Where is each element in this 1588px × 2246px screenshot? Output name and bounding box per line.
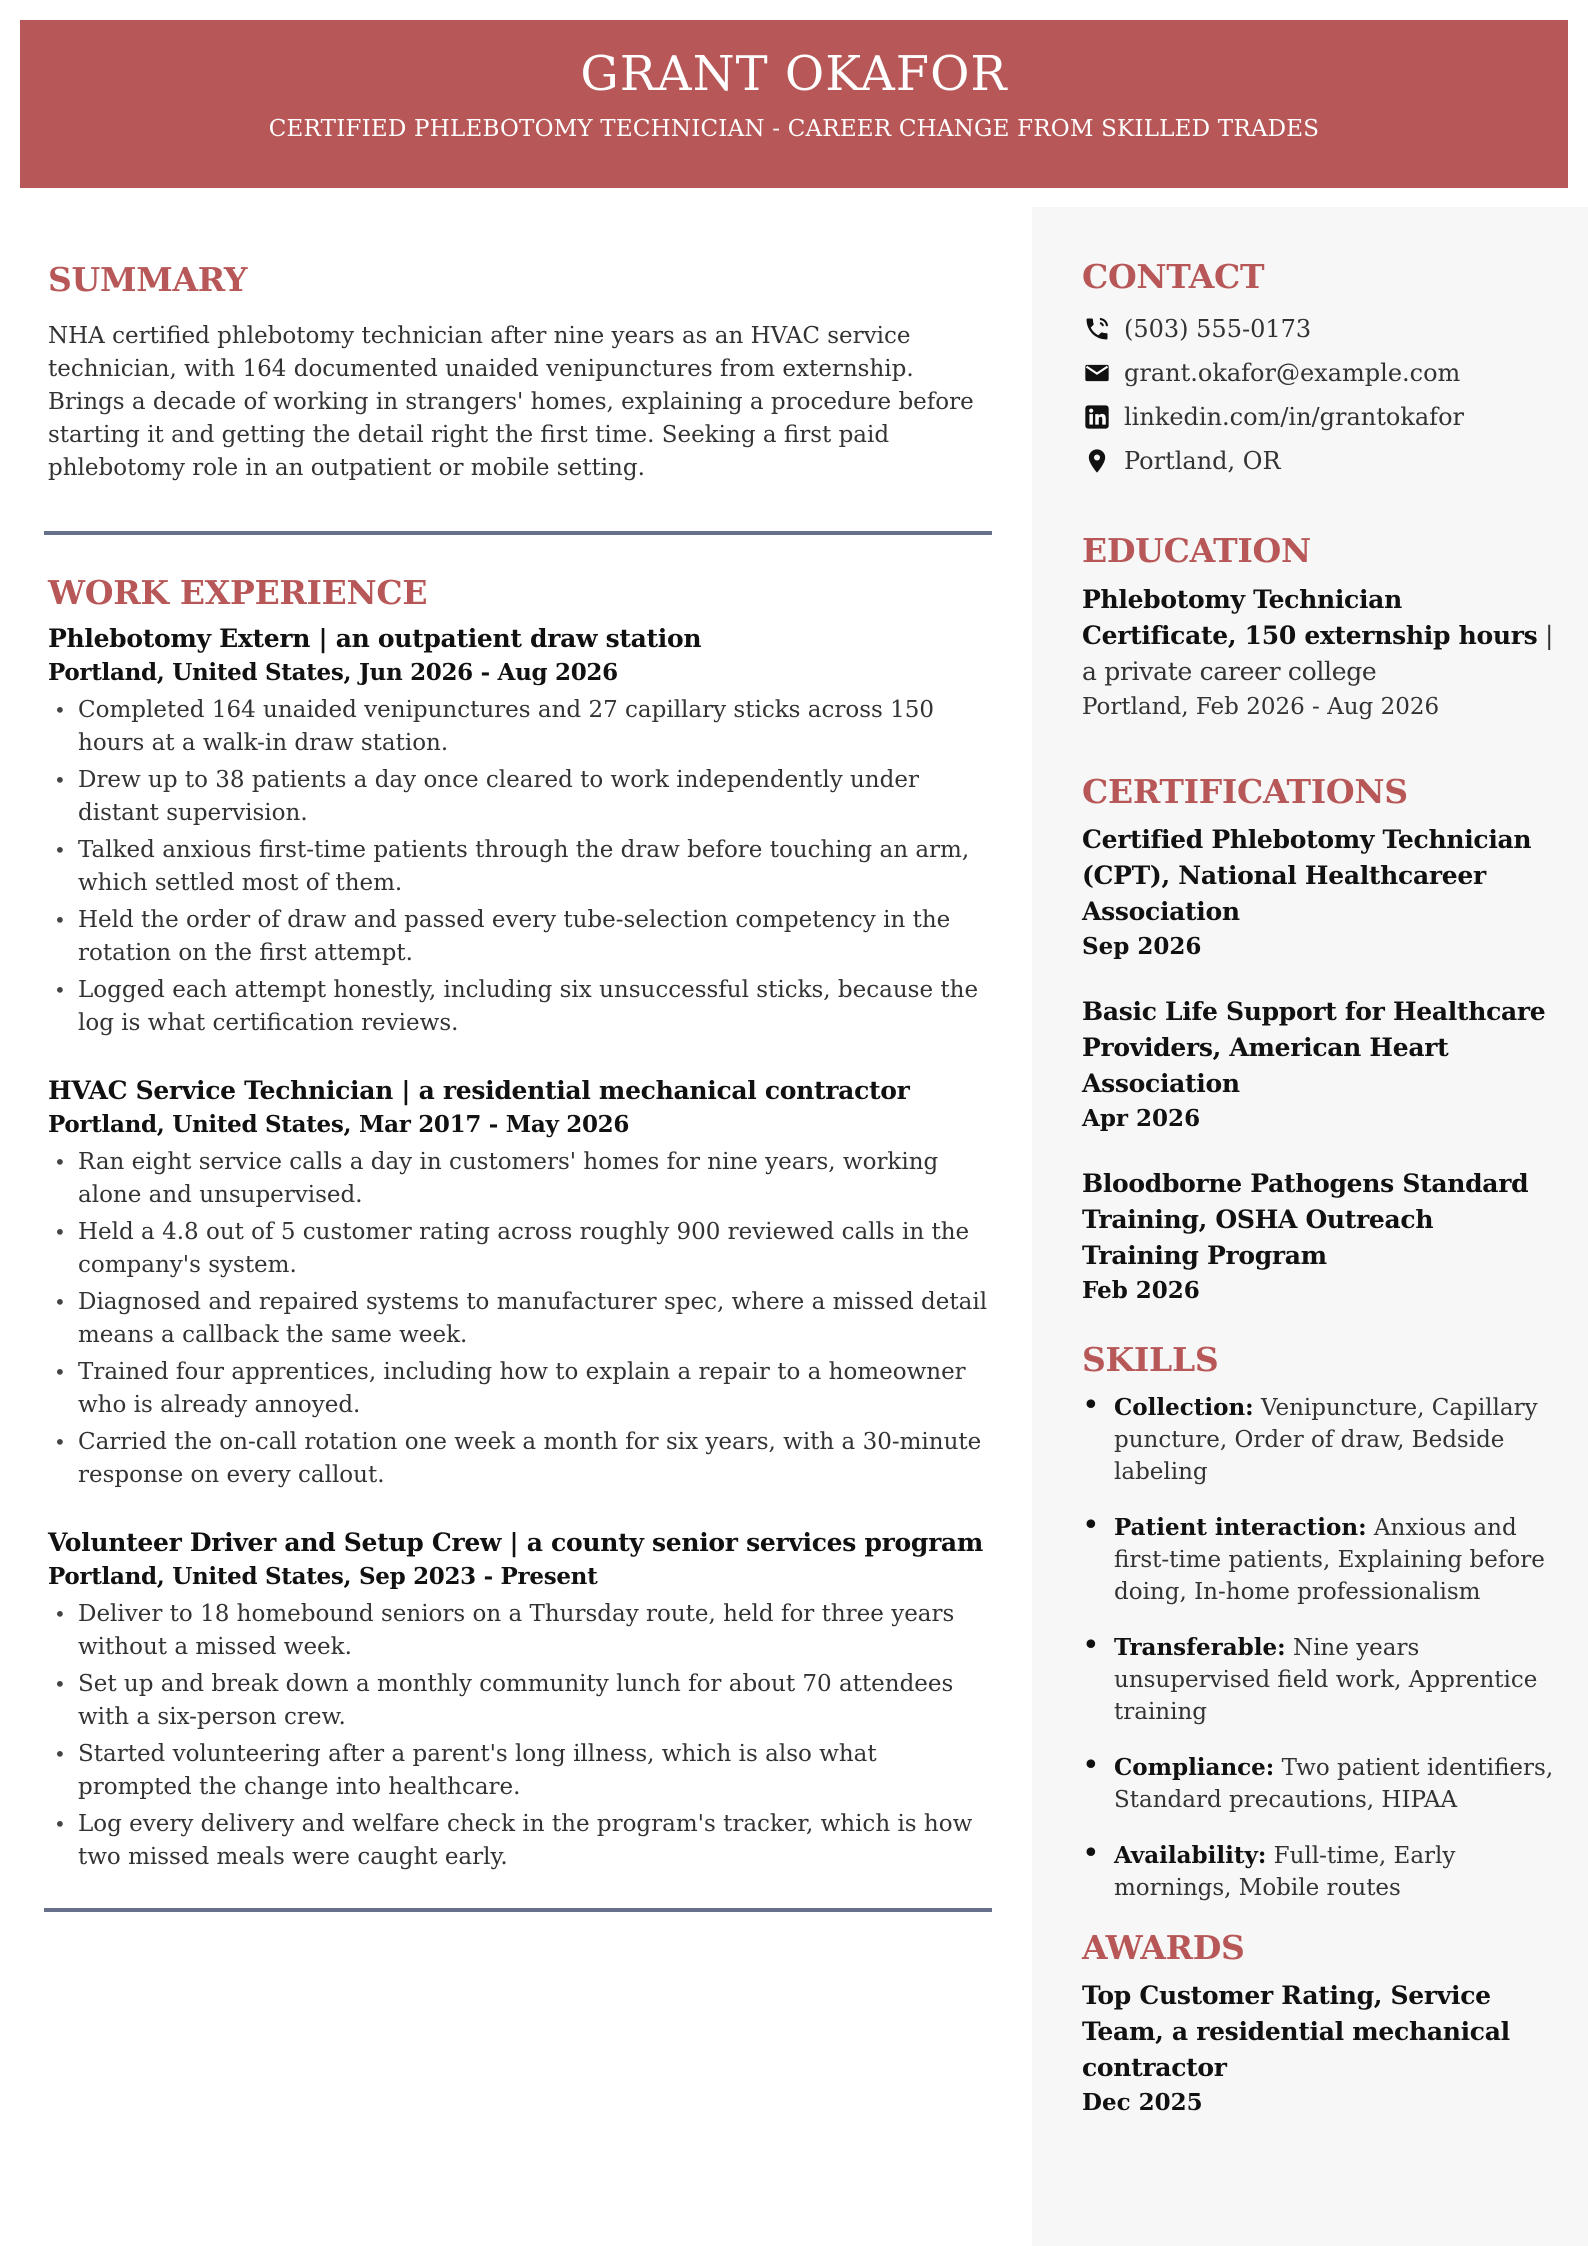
job-bullets <box>48 694 988 1040</box>
job-bullet: • Drew up to 38 patients a day once cleared to work independently under distant supervision. <box>48 764 988 830</box>
certification-name: Certified Phlebotomy Technician (CPT), National Healthcareer Association <box>1082 824 1532 926</box>
education-heading: EDUCATION <box>1082 531 1311 571</box>
skill-item <box>1082 1392 1558 1488</box>
summary-heading: SUMMARY <box>48 260 248 299</box>
job-bullet: • Deliver to 18 homebound seniors on a Thursday route, held for three years without a missed week. <box>48 1598 988 1664</box>
skill-item <box>1082 1512 1558 1608</box>
contact-linkedin <box>1082 395 1558 439</box>
job-bullets <box>48 1146 988 1492</box>
skill-item <box>1082 1752 1558 1816</box>
skills-heading: SKILLS <box>1082 1339 1219 1379</box>
job-entry <box>48 1074 988 1492</box>
job-bullet: • Held a 4.8 out of 5 customer rating across roughly 900 reviewed calls in the company's system. <box>48 1216 988 1282</box>
certification-date: Feb 2026 <box>1082 1276 1200 1304</box>
contact-phone <box>1082 307 1558 351</box>
experience-heading: WORK EXPERIENCE <box>48 573 428 613</box>
skills-list <box>1082 1392 1558 1904</box>
certification-entry <box>1082 1166 1558 1308</box>
education-section <box>1082 533 1558 723</box>
experience-section <box>48 575 988 1873</box>
summary-section <box>48 262 988 485</box>
location-text: Portland, OR <box>1124 447 1281 476</box>
job-bullet: • Logged each attempt honestly, including six unsuccessful sticks, because the log is what certification reviews. <box>48 974 988 1040</box>
skill-value: Venipuncture, Capillary puncture, Order of draw, Bedside labeling <box>1114 1395 1538 1486</box>
job-bullet: • Talked anxious first-time patients through the draw before touching an arm, which settled most of them. <box>48 834 988 900</box>
job-meta: Portland, United States, Sep 2023 - Present <box>48 1562 598 1590</box>
section-divider <box>44 1908 992 1912</box>
contact-section <box>1082 259 1558 483</box>
awards-heading: AWARDS <box>1082 1928 1245 1968</box>
job-bullet: • Trained four apprentices, including how to explain a repair to a homeowner who is already annoyed. <box>48 1356 988 1422</box>
job-title: Phlebotomy Extern | an outpatient draw station <box>48 623 702 653</box>
job-meta: Portland, United States, Jun 2026 - Aug 2026 <box>48 658 618 686</box>
job-bullet: • Log every delivery and welfare check in the program's tracker, which is how two missed meals were caught early. <box>48 1808 988 1874</box>
contact-email <box>1082 351 1558 395</box>
email-text: grant.okafor@example.com <box>1124 359 1461 388</box>
email-icon <box>1082 358 1112 388</box>
award-name: Top Customer Rating, Service Team, a residential mechanical contractor <box>1082 1981 1510 2083</box>
certification-name: Bloodborne Pathogens Standard Training, OSHA Outreach Training Program <box>1082 1168 1529 1270</box>
job-title: Volunteer Driver and Setup Crew | a county senior services program <box>48 1527 983 1557</box>
main-column <box>48 262 988 1952</box>
job-title: HVAC Service Technician | a residential mechanical contractor <box>48 1075 910 1105</box>
phone-text: (503) 555-0173 <box>1124 315 1312 344</box>
education-entry <box>1082 582 1558 690</box>
resume-header <box>20 20 1568 188</box>
location-pin-icon <box>1082 446 1112 476</box>
awards-section <box>1082 1930 1558 2120</box>
skill-item <box>1082 1632 1558 1728</box>
education-location-dates: Portland, Feb 2026 - Aug 2026 <box>1082 693 1440 720</box>
skill-label: Compliance: <box>1114 1754 1275 1782</box>
candidate-name: GRANT OKAFOR <box>580 46 1008 102</box>
job-bullet: • Set up and break down a monthly community lunch for about 70 attendees with a six-person crew. <box>48 1668 988 1734</box>
linkedin-text: linkedin.com/in/grantokafor <box>1124 403 1464 432</box>
certifications-heading: CERTIFICATIONS <box>1082 771 1408 811</box>
certification-entry <box>1082 822 1558 964</box>
skill-label: Availability: <box>1114 1842 1267 1870</box>
candidate-subtitle: CERTIFIED PHLEBOTOMY TECHNICIAN - CAREER CHANGE FROM SKILLED TRADES <box>268 115 1320 142</box>
skill-label: Collection: <box>1114 1394 1254 1422</box>
phone-icon <box>1082 314 1112 344</box>
certification-date: Sep 2026 <box>1082 932 1202 960</box>
education-separator: | <box>1537 620 1554 650</box>
job-bullets <box>48 1598 988 1874</box>
job-entry <box>48 1526 988 1874</box>
skill-value: Anxious and first-time patients, Explaining before doing, In-home professionalism <box>1114 1515 1545 1606</box>
job-bullet: • Completed 164 unaided venipunctures and 27 capillary sticks across 150 hours at a walk-in draw station. <box>48 694 988 760</box>
skill-value: Two patient identifiers, Standard precautions, HIPAA <box>1114 1755 1554 1814</box>
job-meta: Portland, United States, Mar 2017 - May 2026 <box>48 1110 630 1138</box>
certification-name: Basic Life Support for Healthcare Providers, American Heart Association <box>1082 996 1546 1098</box>
skill-label: Patient interaction: <box>1114 1514 1367 1542</box>
contact-location <box>1082 439 1558 483</box>
summary-text: NHA certified phlebotomy technician after nine years as an HVAC service technician, with 164 documented unaided venipunctures from externship. Brings a decade of working in strangers' homes, explaining a procedure before starting it and getting the detail right the first time. Seeking a first paid phlebotomy role in an outpatient or mobile setting. <box>48 323 974 482</box>
sidebar <box>1032 207 1588 2246</box>
education-school: a private career college <box>1082 656 1377 686</box>
job-bullet: • Started volunteering after a parent's long illness, which is also what prompted the change into healthcare. <box>48 1738 988 1804</box>
skill-value: Full-time, Early mornings, Mobile routes <box>1114 1843 1456 1902</box>
education-degree: Phlebotomy Technician Certificate, 150 externship hours <box>1082 584 1538 650</box>
skill-value: Nine years unsupervised field work, Apprentice training <box>1114 1635 1538 1726</box>
job-bullet: • Held the order of draw and passed every tube-selection competency in the rotation on the first attempt. <box>48 904 988 970</box>
skill-label: Transferable: <box>1114 1634 1286 1662</box>
job-bullet: • Diagnosed and repaired systems to manufacturer spec, where a missed detail means a callback the same week. <box>48 1286 988 1352</box>
certification-date: Apr 2026 <box>1082 1104 1201 1132</box>
job-bullet: • Carried the on-call rotation one week a month for six years, with a 30-minute response on every callout. <box>48 1426 988 1492</box>
job-bullet: • Ran eight service calls a day in customers' homes for nine years, working alone and unsupervised. <box>48 1146 988 1212</box>
skills-section <box>1082 1339 1558 1904</box>
contact-heading: CONTACT <box>1082 257 1265 296</box>
linkedin-icon <box>1082 402 1112 432</box>
award-date: Dec 2025 <box>1082 2089 1203 2117</box>
skill-item <box>1082 1840 1558 1904</box>
job-entry <box>48 622 988 1040</box>
section-divider <box>44 531 992 535</box>
certification-entry <box>1082 994 1558 1136</box>
certifications-section <box>1082 771 1558 1308</box>
